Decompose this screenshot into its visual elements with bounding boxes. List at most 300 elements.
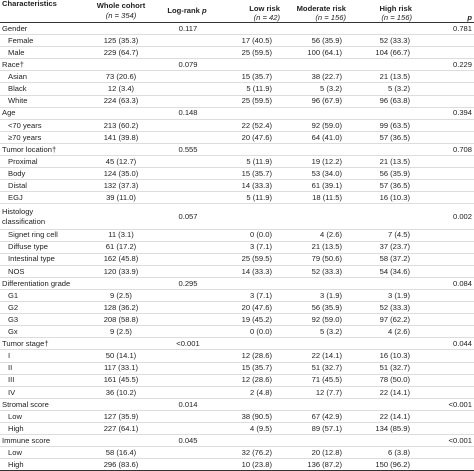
cell-logrank-p (158, 96, 218, 107)
table-row (0, 230, 474, 242)
cell-whole-cohort: 128 (36.2) (103, 302, 139, 312)
cell-low-risk (224, 144, 272, 155)
cell-low-risk: 17 (40.5) (241, 35, 272, 45)
cell-moderate-risk (290, 144, 342, 155)
header-high-risk-n: (n = 156) (381, 13, 412, 23)
row-label: G3 (8, 314, 19, 324)
cell-p (432, 96, 472, 107)
cell-moderate-risk: 61 (39.1) (311, 181, 342, 191)
cell-low-risk: 15 (35.7) (241, 363, 272, 373)
header-whole-cohort-n: (n = 354) (105, 11, 137, 20)
cell-moderate-risk: 22 (14.1) (311, 351, 342, 361)
table-row (0, 459, 474, 471)
table-row (0, 192, 474, 204)
cell-low-risk: 32 (76.2) (241, 448, 272, 458)
header-p (420, 0, 472, 22)
cell-high-risk (366, 144, 410, 155)
table-row (0, 132, 474, 144)
cell-moderate-risk: 136 (87.2) (307, 460, 342, 470)
cell-low-risk: 0 (0.0) (250, 230, 272, 240)
header-characteristics-label: Characteristics (2, 0, 57, 8)
cell-whole-cohort: 73 (20.6) (105, 72, 137, 82)
cell-whole-cohort: 208 (58.8) (103, 314, 139, 324)
cell-p (432, 314, 472, 325)
cell-logrank-p: 0.295 (178, 278, 198, 288)
cell-low-risk: 5 (11.9) (246, 156, 272, 166)
cell-logrank-p: 0.117 (178, 23, 198, 33)
cell-p (432, 266, 472, 277)
cell-low-risk: 10 (23.8) (241, 460, 272, 470)
cell-high-risk (366, 399, 410, 410)
cell-logrank-p (158, 266, 218, 277)
cell-moderate-risk: 21 (13.5) (311, 242, 342, 252)
cell-logrank-p (158, 84, 218, 95)
header-low-risk-label: Low risk (249, 3, 280, 13)
cell-high-risk: 21 (13.5) (379, 156, 410, 166)
cell-moderate-risk: 18 (11.5) (312, 193, 342, 203)
table-row (0, 156, 474, 168)
table-row (0, 302, 474, 314)
cell-high-risk: 22 (14.1) (379, 387, 410, 397)
cell-whole-cohort: 9 (2.5) (110, 290, 132, 300)
cell-low-risk: 25 (59.5) (241, 254, 272, 264)
cell-logrank-p (158, 290, 218, 301)
table-row (0, 338, 474, 350)
row-label: Asian (8, 72, 27, 82)
cell-whole-cohort: 36 (10.2) (105, 387, 137, 397)
cell-logrank-p (158, 71, 218, 82)
header-whole-cohort-label: Whole cohort (96, 1, 146, 11)
cell-whole-cohort: 161 (45.5) (103, 375, 139, 385)
cell-logrank-p (158, 423, 218, 434)
cell-p: 0.229 (452, 60, 472, 70)
cell-p (432, 180, 472, 191)
cell-whole-cohort (92, 399, 150, 410)
cell-low-risk: 20 (47.6) (241, 302, 272, 312)
cell-whole-cohort (92, 59, 150, 70)
cell-low-risk: 25 (59.5) (241, 96, 272, 106)
cell-logrank-p: 0.555 (178, 144, 198, 154)
row-label: Diffuse type (8, 242, 48, 252)
cell-high-risk: 4 (2.6) (388, 327, 410, 337)
cell-low-risk: 5 (11.9) (246, 193, 272, 203)
table-row (0, 326, 474, 338)
table-row (0, 375, 474, 387)
cell-low-risk (224, 338, 272, 349)
cell-high-risk: 150 (96.2) (375, 460, 410, 470)
cell-logrank-p (158, 314, 218, 325)
cell-moderate-risk (290, 59, 342, 70)
cell-whole-cohort (92, 108, 150, 119)
table-row (0, 71, 474, 83)
cell-whole-cohort: 58 (16.4) (105, 448, 137, 458)
cell-high-risk: 54 (34.6) (379, 266, 410, 276)
cell-low-risk: 38 (90.5) (241, 411, 272, 421)
cell-p (432, 35, 472, 46)
cell-high-risk: 99 (63.5) (379, 120, 410, 130)
cell-whole-cohort: 39 (11.0) (106, 193, 136, 203)
cell-whole-cohort: 127 (35.9) (103, 411, 139, 421)
table-row (0, 254, 474, 266)
cell-high-risk (366, 278, 410, 289)
cell-whole-cohort: 9 (2.5) (110, 327, 132, 337)
row-label: High (8, 423, 24, 433)
cell-p: <0.001 (448, 399, 472, 409)
cell-logrank-p (158, 156, 218, 167)
cell-logrank-p (158, 411, 218, 422)
row-label: Intestinal type (8, 254, 55, 264)
row-label: Female (8, 35, 34, 45)
cell-high-risk: 97 (62.2) (379, 314, 410, 324)
cell-moderate-risk: 19 (12.2) (311, 156, 342, 166)
row-label: Differentiation grade (2, 278, 71, 288)
cell-p: <0.001 (448, 435, 472, 445)
cell-whole-cohort: 296 (83.6) (103, 460, 139, 470)
cell-low-risk: 15 (35.7) (241, 168, 272, 178)
cell-moderate-risk (290, 23, 342, 34)
cell-high-risk (366, 59, 410, 70)
table-row (0, 447, 474, 459)
cell-low-risk (224, 108, 272, 119)
cell-low-risk: 4 (9.5) (250, 423, 272, 433)
cell-whole-cohort: 125 (35.3) (103, 35, 139, 45)
table-row (0, 205, 474, 230)
table-row (0, 180, 474, 192)
cell-low-risk: 14 (33.3) (241, 181, 272, 191)
row-label: III (8, 375, 15, 385)
cell-high-risk: 57 (36.5) (379, 181, 410, 191)
row-label: G1 (8, 290, 19, 300)
cell-moderate-risk: 20 (12.8) (311, 448, 342, 458)
cell-moderate-risk: 71 (45.5) (311, 375, 342, 385)
table-row (0, 423, 474, 435)
cell-low-risk: 5 (11.9) (246, 84, 272, 94)
table-row (0, 399, 474, 411)
cell-high-risk: 16 (10.3) (379, 351, 410, 361)
cell-p: 0.044 (452, 339, 472, 349)
row-label: EGJ (8, 193, 23, 203)
cell-high-risk: 96 (63.8) (379, 96, 410, 106)
cell-whole-cohort: 61 (17.2) (105, 242, 137, 252)
row-label: Distal (8, 181, 27, 191)
table-header (0, 0, 474, 23)
row-label: Race† (2, 60, 24, 70)
header-high-risk (350, 0, 412, 22)
cell-low-risk: 15 (35.7) (241, 72, 272, 82)
table-row (0, 144, 474, 156)
table-row (0, 363, 474, 375)
cell-logrank-p (158, 35, 218, 46)
row-label: Stromal score (2, 399, 49, 409)
table-row (0, 435, 474, 447)
cell-logrank-p (158, 132, 218, 143)
cell-p: 0.002 (452, 211, 472, 221)
table-row (0, 168, 474, 180)
cell-high-risk: 7 (4.5) (388, 230, 410, 240)
cell-high-risk: 16 (10.3) (379, 193, 410, 203)
row-label: Tumor location† (2, 144, 57, 154)
row-label: ≥70 years (8, 132, 42, 142)
cell-whole-cohort: 227 (64.1) (103, 423, 139, 433)
row-label: White (8, 96, 28, 106)
cell-whole-cohort: 132 (37.3) (103, 181, 139, 191)
cell-high-risk: 6 (3.8) (388, 448, 410, 458)
row-label: Black (8, 84, 27, 94)
table-row (0, 351, 474, 363)
cell-whole-cohort: 11 (3.1) (108, 230, 134, 240)
cell-moderate-risk: 4 (2.6) (320, 230, 342, 240)
header-logrank-label (167, 7, 206, 15)
table-row (0, 290, 474, 302)
cell-p (432, 47, 472, 58)
row-label (2, 205, 97, 229)
cell-whole-cohort: 213 (60.2) (103, 120, 139, 130)
table-row (0, 242, 474, 254)
cell-logrank-p (158, 302, 218, 313)
cell-high-risk: 58 (37.2) (379, 254, 410, 264)
cell-moderate-risk (290, 338, 342, 349)
cell-p: 0.394 (452, 108, 472, 118)
cell-moderate-risk: 92 (59.0) (311, 120, 342, 130)
cell-logrank-p (158, 254, 218, 265)
cell-low-risk: 3 (7.1) (250, 242, 272, 252)
cell-moderate-risk (290, 108, 342, 119)
cell-moderate-risk: 89 (57.1) (311, 423, 342, 433)
header-moderate-risk (282, 0, 346, 22)
row-label: II (8, 363, 13, 373)
cell-moderate-risk: 53 (34.0) (311, 168, 342, 178)
table-row (0, 84, 474, 96)
cell-whole-cohort: 120 (33.9) (103, 266, 139, 276)
cell-p (432, 302, 472, 313)
cell-whole-cohort (92, 278, 150, 289)
table-row (0, 314, 474, 326)
cell-high-risk (366, 205, 410, 229)
cell-moderate-risk: 38 (22.7) (311, 72, 342, 82)
cell-logrank-p: 0.045 (178, 435, 198, 445)
cell-moderate-risk (290, 278, 342, 289)
cell-logrank-p (158, 120, 218, 131)
cell-p (432, 363, 472, 374)
header-p-label: p (467, 13, 472, 23)
cell-logrank-p (158, 192, 218, 203)
cell-high-risk: 104 (66.7) (375, 47, 410, 57)
row-label: Body (8, 168, 26, 178)
table-row (0, 47, 474, 59)
row-label: Low (8, 411, 22, 421)
cell-logrank-p (158, 47, 218, 58)
table-row (0, 266, 474, 278)
cell-high-risk: 52 (33.3) (379, 35, 410, 45)
cell-logrank-p: 0.148 (178, 108, 198, 118)
cell-moderate-risk (290, 205, 342, 229)
cell-high-risk (366, 338, 410, 349)
cell-high-risk: 51 (32.7) (379, 363, 410, 373)
cell-high-risk: 3 (1.9) (388, 290, 410, 300)
cell-logrank-p (158, 180, 218, 191)
cell-high-risk (366, 23, 410, 34)
cell-moderate-risk: 5 (3.2) (320, 327, 342, 337)
cell-low-risk: 0 (0.0) (250, 327, 272, 337)
row-label: Signet ring cell (8, 230, 58, 240)
cell-p (432, 254, 472, 265)
table-row (0, 278, 474, 290)
row-label: IV (8, 387, 16, 397)
cell-low-risk: 22 (52.4) (241, 120, 272, 130)
cell-logrank-p: <0.001 (176, 339, 200, 349)
cell-moderate-risk: 56 (35.9) (311, 35, 342, 45)
cell-whole-cohort: 45 (12.7) (105, 156, 137, 166)
header-high-risk-label: High risk (379, 3, 412, 13)
cell-whole-cohort (92, 338, 150, 349)
row-label: Male (8, 47, 25, 57)
header-logrank (154, 0, 220, 22)
cell-p (432, 71, 472, 82)
cell-p (432, 459, 472, 470)
cell-low-risk (224, 59, 272, 70)
cell-high-risk: 57 (36.5) (379, 132, 410, 142)
cell-low-risk: 19 (45.2) (241, 314, 272, 324)
row-label: Low (8, 448, 22, 458)
cell-whole-cohort: 229 (64.7) (103, 47, 139, 57)
cell-p (432, 351, 472, 362)
cell-whole-cohort: 12 (3.4) (107, 84, 135, 94)
cell-low-risk: 20 (47.6) (241, 132, 272, 142)
cell-logrank-p (158, 230, 218, 241)
table-row (0, 96, 474, 108)
cell-p (432, 230, 472, 241)
cell-p (432, 326, 472, 337)
cell-high-risk: 37 (23.7) (379, 242, 410, 252)
header-logrank-p: p (201, 6, 207, 16)
cell-high-risk: 5 (3.2) (388, 84, 410, 94)
cell-whole-cohort: 224 (63.3) (103, 96, 139, 106)
cell-p (432, 84, 472, 95)
cell-high-risk: 56 (35.9) (379, 168, 410, 178)
cell-logrank-p: 0.079 (178, 60, 198, 70)
cell-low-risk: 14 (33.3) (241, 266, 272, 276)
cell-high-risk: 78 (50.0) (379, 375, 410, 385)
cell-high-risk: 134 (85.9) (375, 423, 410, 433)
cell-high-risk: 52 (33.3) (379, 302, 410, 312)
row-label: Age (2, 108, 16, 118)
cell-moderate-risk: 92 (59.0) (311, 314, 342, 324)
cell-moderate-risk: 64 (41.0) (311, 132, 342, 142)
cell-logrank-p (158, 351, 218, 362)
cell-low-risk (224, 23, 272, 34)
cell-logrank-p (158, 242, 218, 253)
table-row (0, 387, 474, 399)
header-moderate-risk-label: Moderate risk (296, 3, 346, 13)
cell-low-risk: 25 (59.5) (241, 47, 272, 57)
cell-low-risk (224, 205, 272, 229)
header-low-risk-n: (n = 42) (253, 13, 280, 23)
cell-moderate-risk: 51 (32.7) (311, 363, 342, 373)
row-label: Immune score (2, 435, 51, 445)
cell-whole-cohort: 50 (14.1) (105, 351, 137, 361)
row-label: I (8, 351, 11, 361)
cell-logrank-p (158, 459, 218, 470)
table-row (0, 120, 474, 132)
cell-p (432, 423, 472, 434)
cell-p (432, 411, 472, 422)
cell-whole-cohort: 124 (35.0) (103, 168, 139, 178)
cell-moderate-risk: 5 (3.2) (320, 84, 342, 94)
cell-whole-cohort: 141 (39.8) (103, 132, 139, 142)
row-label: Gx (8, 327, 18, 337)
cell-logrank-p (158, 363, 218, 374)
header-characteristics (2, 0, 82, 22)
cell-p (432, 387, 472, 398)
cell-whole-cohort: 117 (33.1) (103, 363, 139, 373)
table-row (0, 411, 474, 423)
row-label-line2: classification (2, 216, 46, 226)
cell-low-risk (224, 278, 272, 289)
cell-p (432, 192, 472, 203)
header-low-risk (218, 0, 280, 22)
cell-logrank-p (158, 326, 218, 337)
cell-p: 0.708 (452, 144, 472, 154)
cell-moderate-risk (290, 399, 342, 410)
cell-logrank-p (158, 168, 218, 179)
header-whole-cohort (88, 0, 154, 22)
cell-whole-cohort (92, 23, 150, 34)
cell-p (432, 290, 472, 301)
table-row (0, 59, 474, 71)
cell-low-risk: 12 (28.6) (241, 351, 272, 361)
cell-p (432, 447, 472, 458)
header-logrank-text: Log-rank (167, 6, 202, 16)
cell-p (432, 156, 472, 167)
cell-p: 0.084 (452, 278, 472, 288)
table-row (0, 23, 474, 35)
cell-logrank-p: 0.014 (178, 399, 198, 409)
cell-moderate-risk: 12 (7.7) (315, 387, 342, 397)
cell-high-risk (366, 108, 410, 119)
cell-moderate-risk: 96 (67.9) (311, 96, 342, 106)
row-label-line1: Histology (2, 206, 34, 216)
cell-moderate-risk: 56 (35.9) (311, 302, 342, 312)
cell-low-risk (224, 399, 272, 410)
header-moderate-risk-n: (n = 156) (315, 13, 346, 23)
row-label: Tumor stage† (2, 339, 49, 349)
cell-high-risk: 22 (14.1) (379, 411, 410, 421)
cell-whole-cohort (92, 205, 150, 229)
row-label: <70 years (8, 120, 42, 130)
cell-p (432, 375, 472, 386)
cell-whole-cohort (92, 144, 150, 155)
cell-p (432, 120, 472, 131)
cell-moderate-risk: 100 (64.1) (307, 47, 342, 57)
row-label: High (8, 460, 24, 470)
cell-logrank-p: 0.057 (178, 211, 198, 221)
row-label: NOS (8, 266, 25, 276)
cell-p (432, 168, 472, 179)
cell-p (432, 242, 472, 253)
cell-low-risk: 3 (7.1) (250, 290, 272, 300)
row-label: Proximal (8, 156, 38, 166)
cell-p: 0.781 (452, 23, 472, 33)
cell-whole-cohort: 162 (45.8) (103, 254, 139, 264)
cell-moderate-risk: 52 (33.3) (311, 266, 342, 276)
cell-moderate-risk: 79 (50.6) (311, 254, 342, 264)
cell-moderate-risk: 3 (1.9) (320, 290, 342, 300)
row-label: G2 (8, 302, 19, 312)
table-row (0, 35, 474, 47)
cell-low-risk: 2 (4.8) (250, 387, 272, 397)
cell-p (432, 132, 472, 143)
table-row (0, 108, 474, 120)
